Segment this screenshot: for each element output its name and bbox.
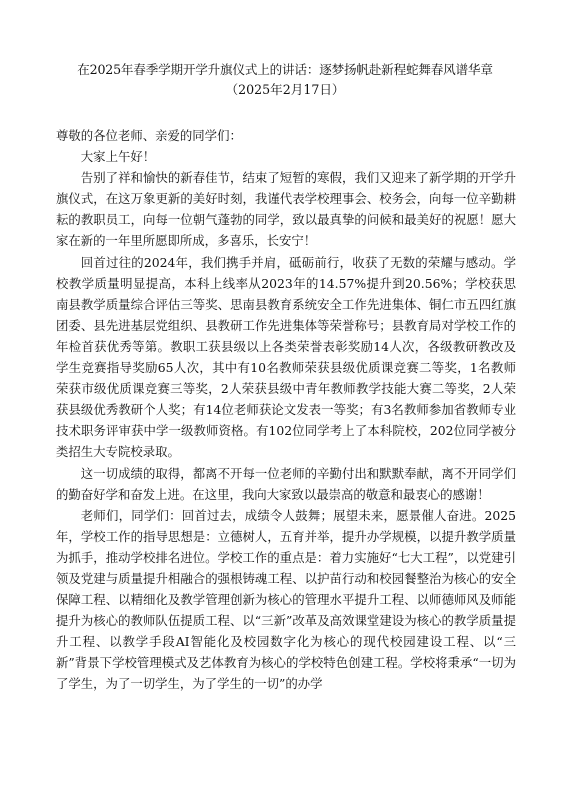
salutation: 尊敬的各位老师、亲爱的同学们： xyxy=(56,128,242,143)
paragraph-plans: 老师们，同学们：回首过去，成绩令人鼓舞；展望未来，愿景催人奋进。2025年，学校工作的指导思想是：立德树人，五育并举，提升办学规模，以提升教学质量为抓手，推动学校排名进位。学校工作的重点是：着力实施好“七大工程”，以党建引领及党建与质量提升相融合的强根铸魂工程、以护苗行动和校园餐整治为核心的安全保障工程、以精细化及教学管理创新为核心的管理水平提升工程、以师德师风及师能提升为核心的教师队伍提质工程、以“三新”改革及高效课堂建设为核心的教学质量提升工程、以教学手段AI智能化及校园数字化为核心的现代校园建设工程、以“三新”背景下学校管理模式及艺体教育为核心的学校特色创建工程。学校将秉承“一切为了学生，为了一切学生，为了学生的一切”的办学 xyxy=(56,507,516,692)
paragraph-achievements: 回首过往的2024年，我们携手并肩，砥砺前行，收获了无数的荣耀与感动。学校教学质量明显提高，本科上线率从2023年的14.57%提升到20.56%；学校获思南县教学质量综合评估三等奖、思南县教育系统安全工作先进集体、铜仁市五四红旗团委、县先进基层党组织、县教研工作先进集体等荣誉称号；县教育局对学校工作的年检首获优秀等第。教职工获县级以上各类荣誉表彰奖励14人次，各级教研教改及学生竞赛指导奖励65人次，其中有10名教师荣获县级优质课竞赛二等奖，1名教师荣获市级优质课竞赛三等奖，2人荣获县级中青年教师教学技能大赛二等奖，2人荣获县级优秀教研个人奖；有14位老师获论文发表一等奖；有3名教师参加省教师专业技术职务评审获中学一级教师资格。有102位同学考上了本科院校，202位同学被分类招生大专院校录取。 xyxy=(56,254,516,460)
document-body xyxy=(56,125,516,695)
document-date: （2025年2月17日） xyxy=(225,82,345,97)
paragraph-thanks: 这一切成绩的取得，都离不开每一位老师的辛勤付出和默默奉献，离不开同学们的勤奋好学和奋发上进。在这里，我向大家致以最崇高的敬意和最衷心的感谢！ xyxy=(56,465,516,502)
paragraph-opening: 告别了祥和愉快的新春佳节，结束了短暂的寒假，我们又迎来了新学期的开学升旗仪式，在这万象更新的美好时刻，我谨代表学校理事会、校务会，向每一位辛勤耕耘的教职员工，向每一位朝气蓬勃的同学，致以最真挚的问候和最美好的祝愿！愿大家在新的一年里所愿即所成，多喜乐，长安宁！ xyxy=(56,170,516,249)
greeting: 大家上午好！ xyxy=(80,149,156,165)
document-title: 在2025年春季学期开学升旗仪式上的讲话：逐梦扬帆赴新程蛇舞春风谱华章 xyxy=(77,62,493,77)
